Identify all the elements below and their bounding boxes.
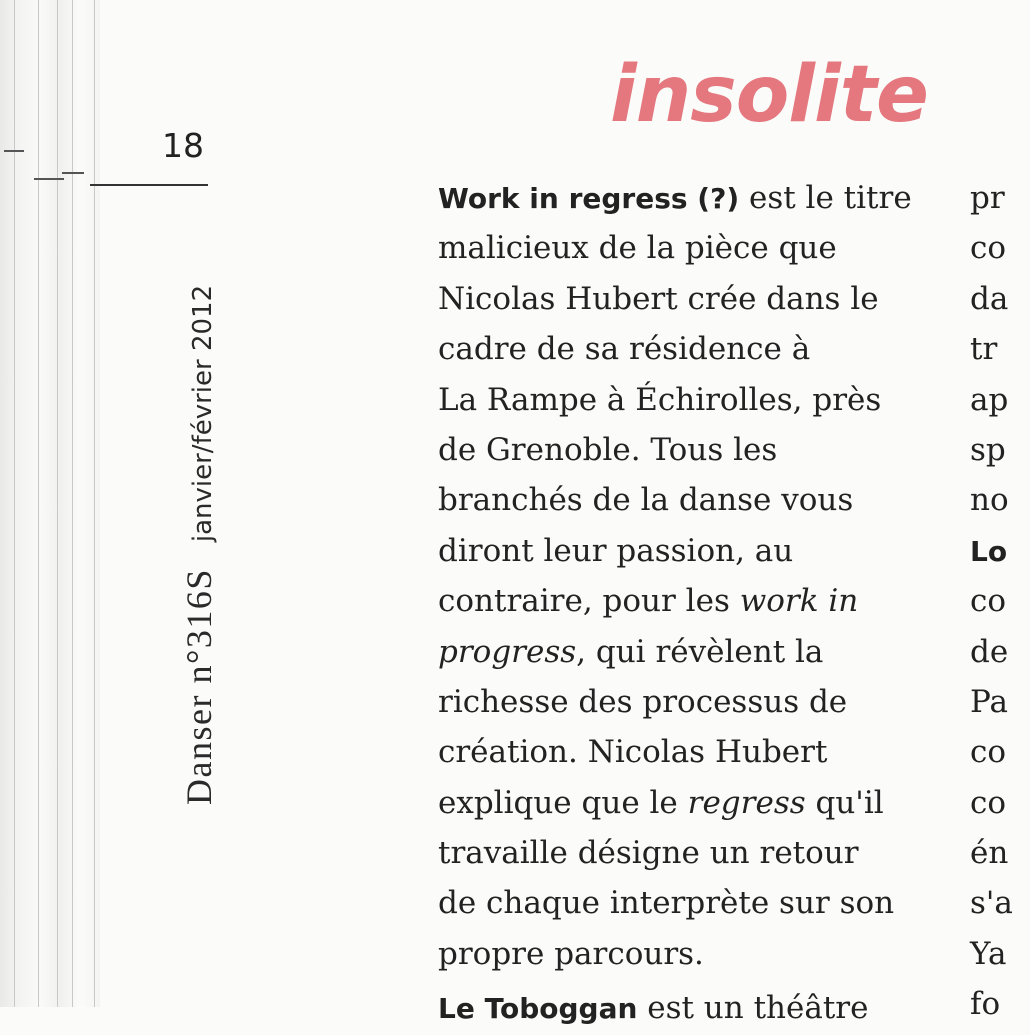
page-number: 18	[162, 126, 204, 165]
article-line	[438, 828, 918, 878]
page-edges	[0, 0, 100, 1007]
text-run: qu'il	[805, 784, 884, 821]
article-line	[438, 375, 918, 425]
article-line	[438, 324, 918, 374]
running-head	[178, 285, 220, 805]
article-line	[438, 173, 918, 223]
text-run: én	[970, 835, 1009, 872]
italic-text: regress	[687, 784, 806, 821]
text-run: co	[970, 583, 1007, 620]
next-column-line	[970, 929, 1030, 979]
next-column-line	[970, 677, 1030, 727]
issue-date: janvier/février 2012	[188, 284, 218, 543]
text-run: explique que le	[438, 784, 688, 821]
article-line	[438, 526, 918, 576]
text-run: diront leur passion, au	[438, 532, 794, 569]
next-column-line	[970, 778, 1030, 828]
text-run: da	[970, 280, 1009, 317]
next-column-line	[970, 828, 1030, 878]
article-line	[438, 223, 918, 273]
edge-tick	[34, 178, 64, 180]
text-run: co	[970, 784, 1007, 821]
text-run: contraire, pour les	[438, 583, 740, 620]
article-line	[438, 576, 918, 626]
edge-tick	[4, 150, 24, 152]
text-run: malicieux de la pièce que	[438, 230, 837, 267]
article-line	[438, 983, 918, 1033]
lead-phrase: Work in regress (?)	[438, 182, 740, 215]
article-line	[438, 425, 918, 475]
text-run: propre parcours.	[438, 935, 704, 972]
text-run: de chaque interprète sur son	[438, 885, 895, 922]
next-column-line	[970, 223, 1030, 273]
article-line	[438, 778, 918, 828]
page-edge-line	[38, 0, 39, 1007]
article-line	[438, 929, 918, 979]
page-edge-line	[72, 0, 73, 1007]
next-column-line	[970, 425, 1030, 475]
text-run: de Grenoble. Tous les	[438, 431, 778, 468]
article-column	[438, 173, 918, 1034]
article-line	[438, 627, 918, 677]
article-line	[438, 274, 918, 324]
next-column-line	[970, 274, 1030, 324]
next-column-line	[970, 526, 1030, 576]
article-line	[438, 727, 918, 777]
article-line	[438, 475, 918, 525]
text-run: branchés de la danse vous	[438, 482, 854, 519]
next-column-line	[970, 375, 1030, 425]
text-run: est un théâtre	[637, 990, 869, 1027]
text-run: , qui révèlent la	[576, 633, 824, 670]
lead-phrase: Le Toboggan	[438, 992, 638, 1026]
text-run: Nicolas Hubert crée dans le	[438, 280, 879, 317]
page-edge-line	[57, 0, 58, 1007]
italic-text: work in	[739, 583, 859, 620]
text-run: cadre de sa résidence à	[438, 331, 811, 368]
magazine-issue: Danser n°316S	[179, 568, 219, 805]
text-run: fo	[970, 986, 1001, 1023]
text-run: pr	[970, 180, 1005, 216]
text-run: co	[970, 734, 1007, 771]
next-column-line	[970, 627, 1030, 677]
text-run: création. Nicolas Hubert	[438, 734, 828, 771]
text-run: La Rampe à Échirolles, près	[438, 381, 882, 418]
header-rule	[90, 184, 208, 186]
text-run: Ya	[970, 935, 1007, 972]
article-line	[438, 677, 918, 727]
next-column-clipped	[970, 173, 1030, 1030]
next-column-line	[970, 979, 1030, 1029]
next-column-line	[970, 576, 1030, 626]
next-column-line	[970, 727, 1030, 777]
lead-phrase: Lo	[970, 534, 1008, 568]
text-run: sp	[970, 431, 1006, 468]
text-run: richesse des processus de	[438, 683, 848, 720]
text-run: travaille désigne un retour	[438, 835, 859, 872]
text-run: Pa	[970, 683, 1008, 720]
text-run: tr	[970, 331, 998, 368]
next-column-line	[970, 878, 1030, 928]
article-line	[438, 878, 918, 928]
edge-tick	[62, 172, 84, 174]
section-title: insolite	[610, 50, 928, 140]
text-run: de	[970, 633, 1009, 670]
text-run: co	[970, 230, 1007, 267]
italic-text: progress	[438, 633, 577, 670]
text-run: est le titre	[739, 180, 912, 216]
text-run: ap	[970, 381, 1009, 418]
page-edge-line	[94, 0, 95, 1007]
next-column-line	[970, 475, 1030, 525]
text-run: no	[970, 482, 1009, 519]
text-run: s'a	[970, 885, 1013, 922]
next-column-line	[970, 173, 1030, 223]
next-column-line	[970, 324, 1030, 374]
